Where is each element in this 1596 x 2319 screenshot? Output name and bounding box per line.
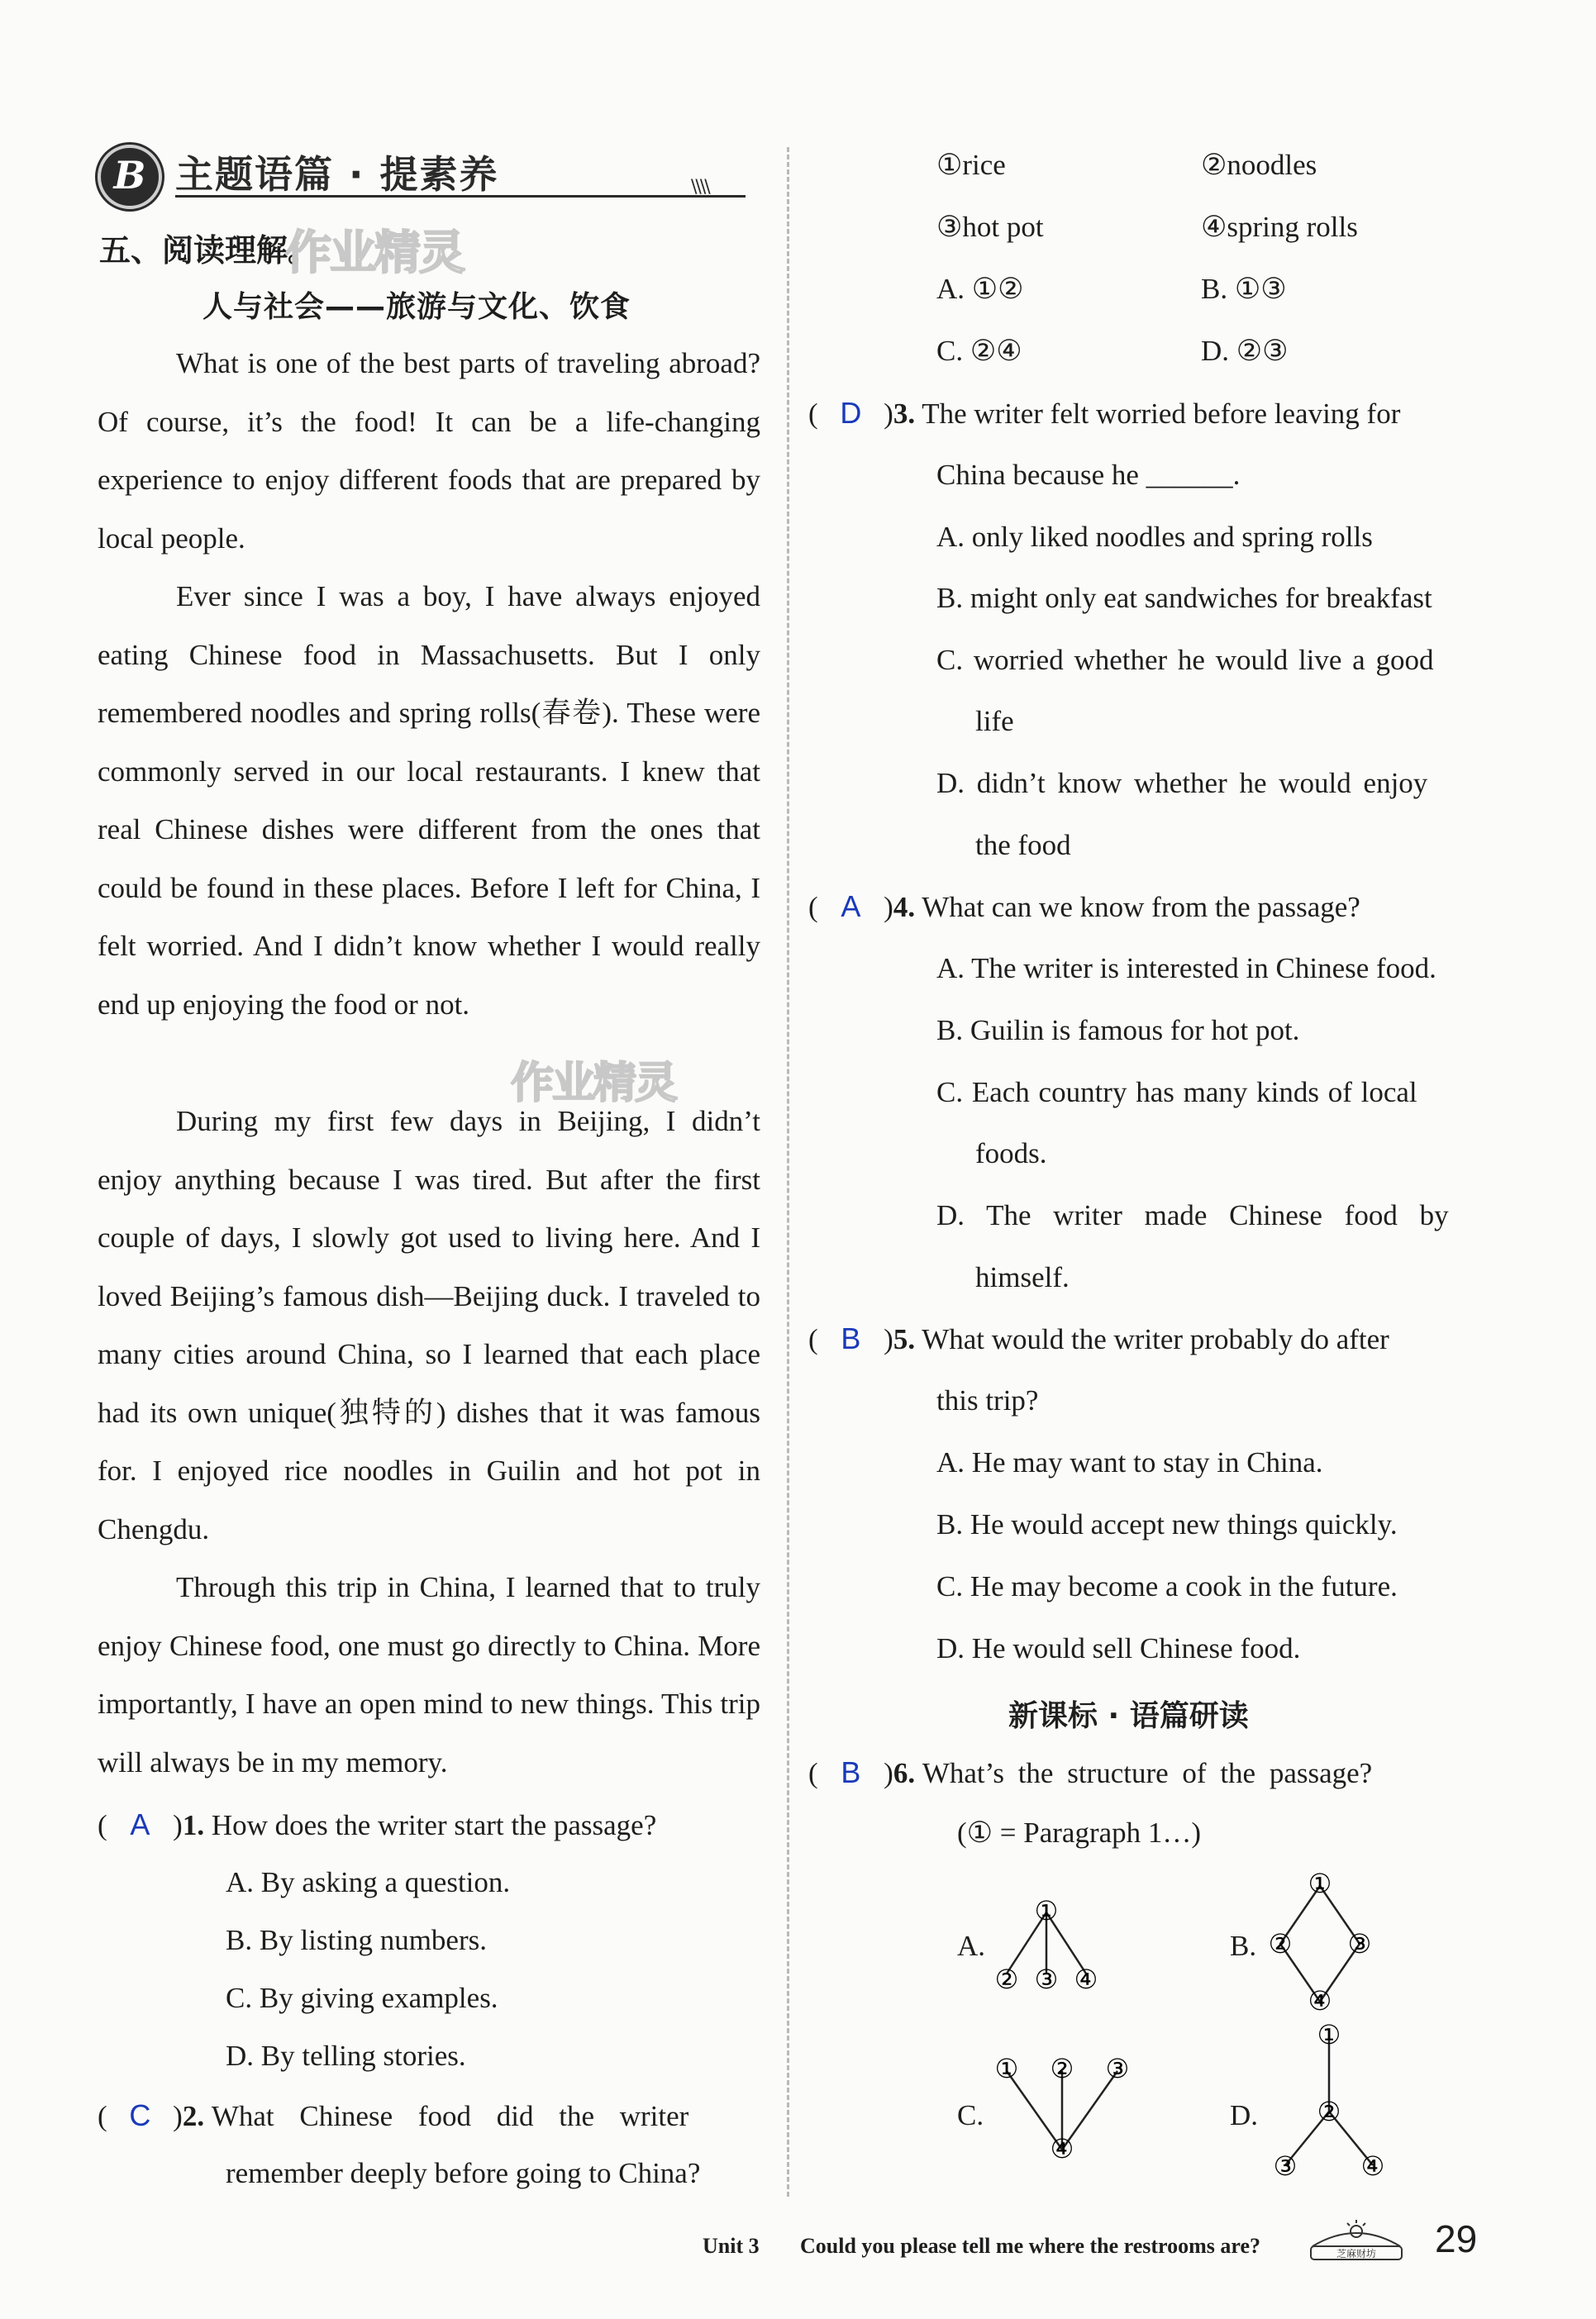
q1-option-d: D. By telling stories. <box>226 2040 466 2072</box>
q4-option-c-cont: foods. <box>975 1137 1047 1169</box>
answer-6: B <box>841 1755 861 1789</box>
diagram-node: ② <box>1268 1929 1293 1959</box>
paren: ) <box>884 1323 893 1355</box>
diagram-node: ① <box>1317 2020 1341 2050</box>
paragraph-text: Ever since I was a boy, I have always enjoyed eating Chinese food in Massachusetts. But I only remembered noodles and spring rolls(春卷). These were commonly served in our local restaurants. I knew that real Chinese dishes were different from the ones that could be found in these places. Before I left for China, I felt worried. And I didn’t know whether I would really end up enjoying the food or not. <box>98 580 760 1021</box>
paren: ) <box>173 2100 183 2132</box>
q5-option-d: D. He would sell Chinese food. <box>936 1632 1301 1664</box>
question-3 <box>808 397 1400 431</box>
question-stem: How does the writer start the passage? <box>211 1809 657 1841</box>
answer-5: B <box>841 1321 861 1355</box>
q1-option-a: A. By asking a question. <box>226 1866 511 1898</box>
question-1 <box>98 1808 656 1842</box>
diagram-node: ② <box>1050 2054 1074 2083</box>
paragraph-text: During my first few days in Beijing, I didn’t enjoy anything because I was tired. But after the first couple of days, I slowly got used to living here. And I loved Beijing’s famous dish—Beijing duck. I traveled to many cities around China, so I learned that each place had its own unique(独特的) dishes that it was famous for. I enjoyed rice noodles in Guilin and hot pot in Chengdu. <box>98 1105 760 1545</box>
question-5-line-2: this trip? <box>936 1384 1039 1417</box>
q4-option-b: B. Guilin is famous for hot pot. <box>936 1014 1300 1046</box>
q2-option-a: A. ①② <box>936 273 1024 305</box>
passage-paragraph-2 <box>98 568 760 1034</box>
question-5 <box>808 1322 1389 1356</box>
page-number: 29 <box>1435 2217 1478 2260</box>
q3-option-c-cont: life <box>975 705 1014 737</box>
question-stem: What’s the structure of the passage? <box>922 1757 1373 1789</box>
paren: ( <box>98 2100 107 2132</box>
question-3-line-2: China because he ______. <box>936 459 1241 491</box>
q4-option-c: C. Each country has many kinds of local <box>936 1076 1417 1108</box>
question-2 <box>98 2099 688 2133</box>
q2-option-b: B. ①③ <box>1201 273 1287 305</box>
diagram-node: ① <box>1034 1896 1059 1926</box>
question-number: 6. <box>893 1757 916 1789</box>
q2-item-4: ④spring rolls <box>1201 211 1358 243</box>
question-number: 5. <box>893 1323 916 1355</box>
q3-option-d: D. didn’t know whether he would enjoy <box>936 767 1428 799</box>
publisher-logo <box>1304 2218 1408 2261</box>
section-underline <box>175 195 746 198</box>
q2-option-c: C. ②④ <box>936 335 1022 367</box>
diagram-node: ① <box>1308 1869 1332 1898</box>
diagram-a <box>975 1893 1116 2008</box>
logo-text: 芝麻财坊 <box>1336 2248 1377 2259</box>
diagram-b <box>1256 1868 1389 2025</box>
q3-option-a: A. only liked noodles and spring rolls <box>936 521 1373 553</box>
q2-option-d: D. ②③ <box>1201 335 1289 367</box>
q1-option-b: B. By listing numbers. <box>226 1924 487 1956</box>
subheading: 新课标 · 语篇研读 <box>1008 1699 1249 1733</box>
footer-unit: Unit 3 <box>703 2234 760 2258</box>
diagram-c <box>984 2048 1141 2180</box>
diagram-node: ① <box>994 2054 1019 2083</box>
question-number: 2. <box>182 2100 205 2132</box>
question-number: 4. <box>893 891 916 923</box>
q4-option-a: A. The writer is interested in Chinese food. <box>936 952 1436 984</box>
answer-4: A <box>841 889 861 923</box>
diagram-node: ④ <box>1074 1964 1098 1994</box>
paren: ) <box>884 398 893 430</box>
answer-2: C <box>129 2098 151 2132</box>
q5-option-b: B. He would accept new things quickly. <box>936 1508 1398 1540</box>
diagram-node: ② <box>1317 2097 1341 2126</box>
section-title: 主题语篇 · 提素养 <box>175 152 499 197</box>
question-number: 1. <box>182 1809 205 1841</box>
q4-option-d-cont: himself. <box>975 1261 1070 1293</box>
paren: ( <box>808 891 818 923</box>
diagram-node: ④ <box>1050 2134 1074 2164</box>
section-badge <box>98 145 162 209</box>
answer-1: A <box>130 1807 150 1841</box>
question-stem: What would the writer probably do after <box>922 1323 1389 1355</box>
footer-title: Could you please tell me where the restrooms are? <box>800 2234 1260 2258</box>
q6-option-b: B. <box>1230 1930 1257 1962</box>
q3-option-d-cont: the food <box>975 829 1071 861</box>
q3-option-b: B. might only eat sandwiches for breakfast <box>936 582 1432 614</box>
question-6-line-2: (① = Paragraph 1…) <box>957 1817 1202 1849</box>
section-ticks: \\\\ <box>691 177 709 198</box>
diagram-node: ③ <box>1347 1929 1372 1959</box>
q1-option-c: C. By giving examples. <box>226 1982 498 2014</box>
q5-option-a: A. He may want to stay in China. <box>936 1446 1323 1479</box>
paren: ( <box>808 1757 818 1789</box>
diagram-node: ② <box>994 1964 1019 1994</box>
q6-option-c: C. <box>957 2099 984 2131</box>
question-4 <box>808 890 1360 924</box>
diagram-node: ④ <box>1308 1986 1332 2016</box>
diagram-node: ③ <box>1273 2151 1298 2181</box>
paren: ( <box>98 1809 107 1841</box>
q6-option-a: A. <box>957 1930 986 1962</box>
paren: ( <box>808 398 818 430</box>
q2-item-3: ③hot pot <box>936 211 1044 243</box>
q4-option-d: D. The writer made Chinese food by <box>936 1199 1449 1231</box>
q5-option-c: C. He may become a cook in the future. <box>936 1570 1398 1602</box>
diagram-node: ③ <box>1105 2054 1130 2083</box>
question-number: 3. <box>893 398 916 430</box>
question-stem: What can we know from the passage? <box>922 891 1360 923</box>
passage-paragraph-1 <box>98 335 760 568</box>
paren: ) <box>884 1757 893 1789</box>
question-stem: The writer felt worried before leaving for <box>922 398 1401 430</box>
q6-option-d: D. <box>1230 2099 1259 2131</box>
q3-option-c: C. worried whether he would live a good <box>936 644 1434 676</box>
diagram-node: ④ <box>1360 2151 1385 2181</box>
paren: ) <box>173 1809 183 1841</box>
theme-title: 人与社会——旅游与文化、饮食 <box>202 290 631 324</box>
watermark: 作业精灵 <box>511 1059 677 1108</box>
badge-letter: B <box>113 153 146 198</box>
q2-item-1: ①rice <box>936 149 1006 181</box>
question-stem: What Chinese food did the writer <box>211 2100 689 2132</box>
paren: ) <box>884 891 893 923</box>
question-6 <box>808 1756 1372 1790</box>
watermark: 作业精灵 <box>285 226 464 280</box>
diagram-node: ③ <box>1034 1964 1059 1994</box>
answer-3: D <box>840 396 862 430</box>
q2-item-2: ②noodles <box>1201 149 1317 181</box>
paren: ( <box>808 1323 818 1355</box>
question-2-line-2: remember deeply before going to China? <box>226 2157 701 2189</box>
passage-paragraph-4 <box>98 1559 760 1792</box>
reading-heading: 五、阅读理解。 <box>99 232 320 269</box>
paragraph-text: Through this trip in China, I learned that to truly enjoy Chinese food, one must go directly to China. More importantly, I have an open mind to new things. This trip will always be in my memory. <box>98 1571 760 1779</box>
passage-paragraph-3 <box>98 1093 760 1559</box>
diagram-d <box>1260 2017 1401 2198</box>
paragraph-text: What is one of the best parts of traveling abroad? Of course, it’s the food! It can be a life-changing experience to enjoy different foods that are prepared by local people. <box>98 347 760 555</box>
column-divider <box>787 147 789 2197</box>
